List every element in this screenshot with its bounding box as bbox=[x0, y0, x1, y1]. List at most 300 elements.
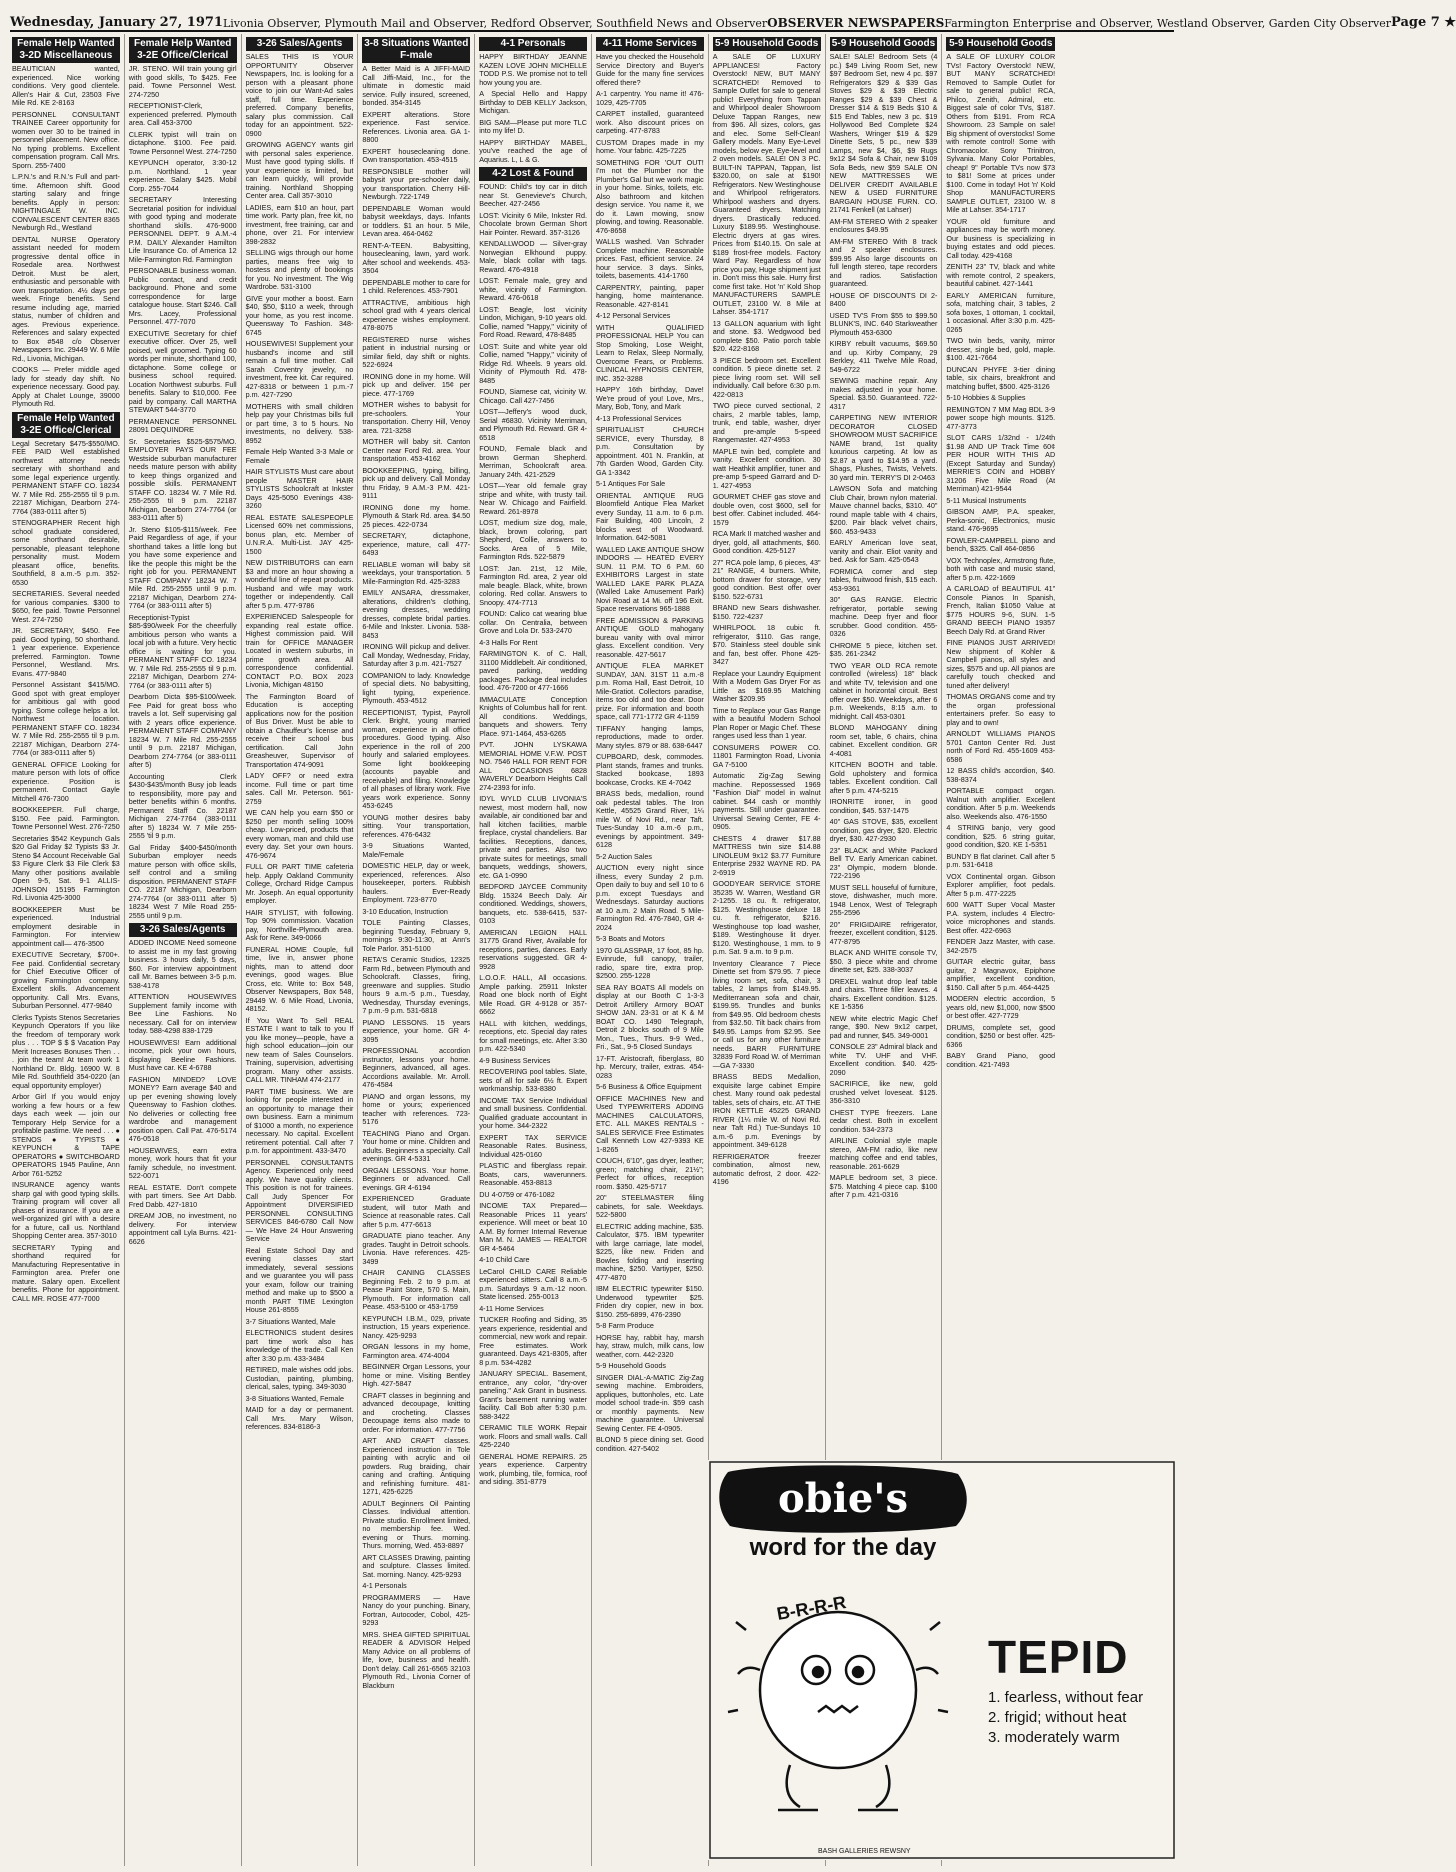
classified-ad: Legal Secretary $475-$550/MO. FEE PAID Well established northwest attorney needs secretary with shorthand and some legal experience urgently. PERMANENT STAFF CO. 18234 W. 7 Mile Rd. 255-2555 til 9 p.m. 22187 Michigan, Dearborn 274-7764 (383-0111 after 5) bbox=[12, 438, 120, 516]
classified-ad: TEACHING Piano and Organ. Your home or mine. Children and adults. Beginners a specialty. Call evenings. GR 4-5331 bbox=[362, 1128, 471, 1163]
classified-ad: Automatic Zig-Zag Sewing machine. Repossessed 1969 "Fashion Dial" model in walnut cabinet. $44 cash or monthly payments. Still under guarantee. Universal Sewing Center, FE 4-0905. bbox=[712, 771, 821, 831]
classified-ad: Female Help Wanted 3-3 Male or Female bbox=[245, 447, 354, 465]
section-heading: 4-2 Lost & Found bbox=[479, 167, 587, 181]
classified-ad: JR. STENO. Will train young girl with good skills, To $425. Fee paid. Towne Personnel West. 274-7250 bbox=[128, 64, 237, 99]
ad-list bbox=[479, 53, 587, 164]
classified-ad: SALES THIS IS YOUR OPPORTUNITY Observer Newspapers, Inc. is looking for a person with a pleasant phone voice to join our Want-Ad sales staff, full time. Experience preferred. Company benefits, salary plus commission. Call today for an appointment. 522-0900 bbox=[245, 52, 354, 138]
classified-ad: KEYPUNCH I.B.M., 029, private instruction, 15 years experience. Nancy. 425-9293 bbox=[362, 1313, 471, 1340]
classified-ad: LAWSON Sofa and matching Club Chair, brown nylon material. Mauve channel backs, $310. 40" round maple table with 4 chairs, $200. Pair black velvet chairs, $60. 453-9433 bbox=[829, 484, 938, 536]
classified-ad: IDYL WYLD CLUB LIVONIA'S newest, most modern hall, now available, air conditioned bar and hall kitchen facilities, marble fireplace, crystal chandeliers. Bar facilities. Receptions, dances, private and parties. Also two private suites for meetings, small banquets, weddings, showers, etc. GA 1-0990 bbox=[479, 794, 587, 880]
section-heading: Female Help Wanted 3-2E Office/Clerical bbox=[12, 412, 120, 438]
classified-ad: LOST: Vicinity 6 Mile, Inkster Rd. Chocolate brown German Short Hair Pointer. Reward. 357-3126 bbox=[479, 210, 587, 237]
classified-ad: IBM ELECTRIC typewriter $150. Underwood typewriter $25. Friden dry copier, new in box. $150. 255-6899, 476-2390 bbox=[595, 1284, 704, 1319]
classified-ad: RETA'S Ceramic Studios, 12325 Farm Rd., between Plymouth and Schoolcraft. Classes, firing, greenware and supplies. Studio hours 9 a.m.-5 p.m., Tuesday, Wednesday, Thursday evenings, 7 p.m.-9 p.m. 531-6818 bbox=[362, 955, 471, 1015]
comic-credit: BASH GALLERIES REWSNY bbox=[818, 1848, 911, 1855]
column-3 bbox=[242, 34, 359, 1866]
obies-comic bbox=[708, 1460, 1176, 1860]
classified-ad: Accounting Clerk $430-$435/month Busy job leads to responsibility, more pay and better benefits within 6 months. Permanent Staff Co. 22187 Michigan 274-7764 (383-0111 after 5) 18234 W. 7 Mile 255-2555 'til 9 p.m. bbox=[128, 771, 237, 840]
obies-logo bbox=[719, 1465, 967, 1561]
classified-ad: HORSE hay, rabbit hay, marsh hay, straw, mulch, milk cans, low weather, corn. 442-2320 bbox=[595, 1332, 704, 1359]
classified-ad: LOST: Suite and white year old Collie, named "Happy," vicinity of Ridge Rd. Wheels. 9 years old. Vicinity of Plymouth Rd. 478-8485 bbox=[479, 341, 587, 385]
section-heading: 3-26 Sales/Agents bbox=[246, 37, 354, 51]
classified-ad: MUST SELL houseful of furniture, stove, dishwasher, much more. 1948 Lenox, West of Telegraph 255-2596 bbox=[829, 882, 938, 917]
classified-ad: TWO twin beds, vanity, mirror dresser, single bed, gold, maple. $100. 421-7664 bbox=[946, 336, 1056, 362]
classified-ad: SACRIFICE, like new, gold crushed velvet loveseat. $125. 356-3310 bbox=[829, 1079, 938, 1105]
classified-ad: DU 4-0759 or 476-1082 bbox=[479, 1189, 555, 1199]
classified-ad: BEDFORD JAYCEE Community Bldg. 15324 Beech Daly. Air conditioned. Weddings, showers, banquets, etc. 538-6415, 537-0103 bbox=[479, 882, 587, 925]
classified-ad: CARPET installed, guaranteed work. Also discount prices on carpeting. 477-8783 bbox=[595, 109, 704, 135]
classified-ad: REMINGTON 7 MM Mag BDL 3-9 power scope high mounts. $125. 477-3773 bbox=[946, 404, 1056, 431]
classified-ad: GRADUATE piano teacher. Any grades. Taught in Detroit schools. Livonia. Have references. 425-3499 bbox=[362, 1231, 471, 1266]
classified-ad: WALLS washed. Van Schrader Complete machine. Reasonable prices. Fast, efficient service. 24 hour service. 3 days. Sinks, toilets, basements. 414-1760 bbox=[595, 237, 704, 280]
classified-ad: IRONING Will pickup and deliver. Call Monday, Wednesday, Friday, Saturday after 3 p.m. 421-7527 bbox=[362, 642, 471, 668]
classified-ad: 5-2 Auction Sales bbox=[595, 851, 652, 861]
classified-ad: RCA Mark II matched washer and dryer, gold, all attachments, $60. Good condition. 425-5127 bbox=[712, 529, 821, 555]
classified-ad: PROFESSIONAL accordion instructor, lessons your home. Beginners, advanced, all ages. Accordions available. Mr. Arroll. 476-4584 bbox=[362, 1046, 471, 1089]
section-heading: Female Help Wanted 3-2E Office/Clerical bbox=[129, 37, 237, 63]
classified-ad: FOUND: Child's toy car in ditch near St. Genevieve's Church, Beecher. 427-2456 bbox=[479, 182, 587, 208]
classified-ad: Time to Replace your Gas Range with a beautiful Modern School Plan Roper or Magic Chef. These ranges used less than 1 year. bbox=[712, 705, 821, 740]
ad-list bbox=[596, 53, 704, 1453]
classified-ad: INCOME TAX Service Individual and small business. Confidential. Qualified graduate accountant in your home. 344-2322 bbox=[479, 1095, 587, 1130]
classified-ad: EARLY AMERICAN furniture, sofa, matching chair, 3 tables, 2 sofa boxes, 1 ottoman, 1 cocktail, 1 occasional. After 3:30 p.m. 425-0265 bbox=[946, 290, 1056, 334]
classified-ad: GOODYEAR SERVICE STORE 35235 W. Warren, Westland GR 2-1255. 18 cu. ft. refrigerator, $125. Westinghouse deluxe 18 cu. ft. refrigerator, $216. Westinghouse top load washer, $189. Westinghouse lit dryer. $120. Westinghouse, 1 mm. to 9 p.m. Sat. 9 a.m. to 9 p.m. bbox=[712, 879, 821, 956]
ad-list bbox=[246, 53, 354, 1432]
classified-ad: CRAFT classes in beginning and advanced decoupage, knitting and crocheting. Classes Decoupage items also made to order. For information. 477-7756 bbox=[362, 1390, 471, 1434]
classified-ad: SLOT CARS 1/32nd - 1/24th $1.98 AND UP Track Time 60¢ PER HOUR WITH THIS AD (Except Saturday and Sunday) MERRIE'S COIN and HOBBY 31206 Five Mile Road (At Merriman) 421-9544 bbox=[946, 433, 1056, 493]
classified-ad: DREXEL walnut drop leaf table and chairs. Three filler leaves. 4 chairs. Excellent condition. $125. KE 1-5356 bbox=[829, 976, 938, 1011]
classified-ad: HAPPY 16th birthday, Dave! We're proud of you! Love, Mrs., Mary, Bob, Tony, and Mark bbox=[595, 385, 704, 411]
classified-ad: RENT-A-TEEN. Babysitting, housecleaning, lawn, yard work. After school and weekends. 453-3504 bbox=[362, 240, 471, 275]
ad-list bbox=[129, 939, 237, 1246]
classified-ad: EXECUTIVE Secretary for chief executive officer. Over 25, well poised, well groomed. Typing 60 words per minute, shorthand 100, dictaphone. Some college or business school required. Location Northwest suburbs. Full benefits. Salary to $10,000. Fee paid by company. Call MARTHA STEWART 544-3770 bbox=[128, 328, 237, 414]
classified-ad: YOUR old furniture and appliances may be worth money. Our business is specializing in buying estates and odd pieces. Call today. 429-4168 bbox=[946, 216, 1056, 260]
classified-ad: SECRETARY Interesting Secretarial position for individual with good typing and moderate shorthand skills. 476-9000 PERSONNEL DEPT. 9 A.M.-4 P.M. DAILY Alexander Hamilton Life Insurance Co. of America 12 Mile-Farmington Rd. Farmington bbox=[128, 195, 237, 264]
classified-ad: Replace your Laundry Equipment With a Modern Gas Dryer For as Little as $169.95 Matching Washer $209.95 bbox=[712, 668, 821, 703]
classified-ad: COOKS — Prefer middle aged lady for steady day shift. No experience necessary. Good pay. Apply at Chalet Lounge, 39000 Plymouth Rd. bbox=[12, 365, 120, 408]
classified-ad: SALE! SALE! Bedroom Sets (4 pc.) $49 Living Room Set, new $97 Bedroom Set, new 4 pc. $97 Refrigerators $29 & $39 Gas Stoves $29 & $39 Electric Ranges $29 & $39 Chest & Dresser $14 & $19 Beds $10 & $15 End Tables, new 3 pc. $19 Hollywood Bed Complete $24 Washers, Wringer $19 & $29 Dinette Sets, 5 pc., new $39 Lamps, new $4, $6, $9 Rugs 9x12 $4 Sofa & Chair, new $109 Sofa Beds, new $59 SALE ON NEW MATTRESSES WE DELIVER CREDIT AVAILABLE NEW & USED FURNITURE BARGAIN HOUSE FURN. CO. 21741 Fenkell (at Lahser) bbox=[829, 52, 938, 214]
classified-ad: EXPERIENCED Salespeople for expanding real estate office. Highest commission paid. Will train for OFFICE MANAGER Located in western suburbs, in prime growth area. All correspondence confidential. CONTACT P.O. BOX 2023 Livonia, Michigan 48150 bbox=[245, 612, 354, 689]
classified-ad: FOUND, Siamese cat, vicinity W. Chicago. Call 427-7456 bbox=[479, 387, 587, 405]
classified-ad: DENTAL NURSE Operatory assistant needed for modern progressive dental office in Rosedale area. Northwest Detroit. Must be alert, enthusiastic and personable with own transportation. 4½ days per week. Fringe benefits. Send resume including age, married status, number of children and ages. Previous experience. References and salary expected to Box #548 c/o Observer Newspapers Inc. 29449 W. 6 Mile Rd., Livonia, Michigan. bbox=[12, 234, 120, 363]
classified-ad: CARPENTRY, painting, paper hanging, home maintenance. Reasonable. 427-8141 bbox=[595, 282, 704, 309]
section-heading: 3-8 Situations Wanted F-male bbox=[364, 38, 469, 61]
classified-ad: Secretaries $542 Keypunch Gals $20 Gal Friday $2 Typists $3 Jr. Steno $4 Account Receivable Gal $3 Figure Clerk $3 File Clerk $3 Many other positions available Open 9-5, Sat. 9-1 ALLIS-JOHNSON 15195 Farmington Rd. Livonia 425-3000 bbox=[12, 833, 120, 902]
classified-ad: ATTRACTIVE, ambitious high school grad with 4 years clerical experience wishes employment. 478-8075 bbox=[362, 297, 471, 332]
classified-ad: SEA RAY BOATS All models on display at our Booth C 1-3-3 Detroit Artillery Armory BOAT SHOW JAN. 23-31 or at K & M BOAT CO. 1490 Telegraph, Detroit 2 blocks south of 9 Mile Mon., Tues., Thurs. 9-9 Wed., Fri., Sat., 9-5 Closed Sundays bbox=[595, 982, 704, 1051]
classified-ad: CHAIR CANING CLASSES Beginning Feb. 2 to 9 p.m. at Pease Paint Store, 570 S. Main, Plymouth. For information call Pease. 453-5100 or 453-1759 bbox=[362, 1268, 471, 1311]
classified-ad: ORGAN LESSONS. Your home. Beginners or advanced. Call evenings. GR 4-6194 bbox=[362, 1165, 471, 1192]
classified-ad: BOOKKEEPING, typing, billing, pick up and delivery. Call Monday thru Friday, 9 A.M.-3 P.M. 421-9111 bbox=[362, 465, 471, 500]
classified-ad: BLOND MAHOGANY dining room set, table, 6 chairs, china cabinet. Excellent condition. GR 4-4081 bbox=[829, 723, 938, 758]
classified-ad: WE CAN help you earn $50 or $250 per month selling 100% cheap. Low-priced, products that every woman, man and child use every day. Set your own hours. 476-9674 bbox=[245, 808, 354, 860]
classified-ad: LOST—Jeffery's wood duck, Serial #6830. Vicinity Merriman, and Plymouth Rd. Reward. GR 4-6518 bbox=[479, 407, 587, 442]
column-2 bbox=[125, 34, 242, 1866]
classified-ad: FOWLER-CAMPBELL piano and bench, $325. Call 464-0856 bbox=[946, 535, 1056, 553]
classified-ad: SPIRITUALIST CHURCH SERVICE, every Thursday, 8 p.m. Consultation by appointment. 401 N. Franklin, at 7th Garden Wood, Garden City. GA 1-3342 bbox=[595, 425, 704, 477]
classified-ad: SECRETARIES. Several needed for various companies. $300 to $650, fee paid. Towne Personnel West. 274-7250 bbox=[12, 589, 120, 624]
classified-ad: DUNCAN PHYFE 3-tier dining table, six chairs, breakfront and matching buffet, $500. 425-3126 bbox=[946, 364, 1056, 391]
classified-ad: PIANO LESSONS. 15 years experience, your home. GR 4-3095 bbox=[362, 1017, 471, 1044]
classified-ad: PERMANENCE PERSONNEL 28091 DEQUINDRE bbox=[128, 416, 237, 434]
classified-ad: USED TV'S From $55 to $99.50 BLUNK'S, INC. 640 Starkweather Plymouth 453-6300 bbox=[829, 310, 938, 337]
classified-ad: CHROME 5 piece, kitchen set. $35. 261-2342 bbox=[829, 640, 938, 658]
classified-ad: IRONING done in my home. Will pick up and deliver. 15¢ per piece. 477-1769 bbox=[362, 371, 471, 398]
definition-1: 1. fearless, without fear bbox=[988, 1689, 1144, 1706]
classified-ad: PIANO and organ lessons, my home or yours; experienced teacher with references. 723-5176 bbox=[362, 1091, 471, 1126]
classified-ad: KEYPUNCH operator, 3:30-12 p.m. Northland. 1 year experience. Salary $425. Mobil Corp. 255-7044 bbox=[128, 158, 237, 193]
classified-ad: REFRIGERATOR freezer combination, almost new, automatic defrost, 2 door. 422-4196 bbox=[712, 1151, 821, 1186]
section-heading: 5-9 Household Goods bbox=[713, 37, 821, 51]
classified-ad: 4-11 Home Services bbox=[479, 1303, 544, 1313]
classified-ad: DOMESTIC HELP, day or week, experienced, references. Also housekeeper, porters. Rubbish haulers. Ever-Ready Employment. 723-8770 bbox=[362, 861, 471, 904]
classified-ad: GOURMET CHEF gas stove and double oven, cost $600, sell for best offer. Cabinet included. 464-1579 bbox=[712, 492, 821, 527]
classified-ad: 5-1 Antiques For Sale bbox=[595, 479, 666, 488]
classified-ad: BEGINNER Organ Lessons, your home or mine. Visiting Bentley High. 427-5847 bbox=[362, 1362, 471, 1388]
classified-ad: SECRETARY Typing and shorthand required for Manufacturing Representative in Farmington area. Prefer one mature. Salary open. Excellent benefits. Phone for appointment. CALL MR. ROSE 477-7000 bbox=[12, 1242, 120, 1303]
classified-ad: IMMACULATE Conception Knights of Columbus hall for rent. All conditions. Weddings, banquets and showers. Terry Place. 971-1464, 453-6265 bbox=[479, 694, 587, 738]
classified-ad: LOST, medium size dog, male, black, brown coloring, part Shepherd, Collie, answers to Socks. Area of 5 Mile, Farmington Rds. 522-5879 bbox=[479, 518, 587, 561]
section-heading: Female Help Wanted 3-2D Miscellaneous bbox=[12, 37, 120, 63]
classified-ad: AIRLINE Colonial style maple stereo, AM-FM radio, like new matching coffee and end tables, reasonable. 261-6629 bbox=[829, 1136, 938, 1171]
classified-ad: HOUSE OF DISCOUNTS DI 2-8400 bbox=[829, 290, 938, 308]
classified-ad: Clerks Typists Stenos Secretaries Keypunch Operators If you like the freedom of temporary work plus . . . TOP $ $ $ Vacation Pay Merit Increases Bonuses Then . . . join the team! At team work 1 Northland Dr. Bldg. 16900 W. 8 Mile Rd. Southfield 354-0220 (an equal opportunity employer) bbox=[12, 1012, 120, 1090]
classified-ad: GENERAL HOME REPAIRS. 25 years experience. Carpentry work, plumbing, tile, formica, roof and siding. 351-8779 bbox=[479, 1451, 587, 1486]
classified-ad: SINGER DIAL-A-MATIC Zig-Zag sewing machine. Embroiders, appliques, buttonholes, etc. Late model school trade-in. $59 cash or monthly payments. New machine guarantee. Universal Sewing Center. FE 4-0905. bbox=[595, 1372, 704, 1433]
classified-ad: YOUNG mother desires baby sitting. Your transportation, references. 476-6432 bbox=[362, 812, 471, 839]
classified-ad: PVT. JOHN LYSKAWA MEMORIAL HOME V.F.W. POST NO. 7546 HALL FOR RENT FOR ALL OCCASIONS 6828 WAVERLY Dearborn Heights Call 274-2393 for info. bbox=[479, 740, 587, 792]
classified-ad: THOMAS ORGANS come and try the organ professional entertainers prefer. So easy to play and to own! bbox=[946, 692, 1056, 727]
classified-ad: 23" BLACK and White Packard Bell TV. Early American cabinet. 23" Olympic, modern blonde. 722-2196 bbox=[829, 845, 938, 880]
classified-ad: LOST: Jan. 21st, 12 Mile, Farmington Rd. area, 2 year old male beagle. Black, white, brown coloring. Red collar. Answers to Snoopy. 474-7713 bbox=[479, 563, 587, 607]
classified-ad: 5-9 Household Goods bbox=[595, 1361, 666, 1370]
classified-ad: ART CLASSES Drawing, painting and sculpture. Classes limited. Sat. morning. Nancy. 425-9293 bbox=[362, 1552, 471, 1579]
classified-ad: GIBSON AMP, P.A. speaker, Perka-sonic, Electronics, music stand. 476-9695 bbox=[946, 507, 1056, 533]
classified-ad: LOST: Beagle, lost vicinity Lindon, Michigan, 9-10 years old. Collie, named "Happy," vicinity of Ford Road. Reward, 478-8485 bbox=[479, 304, 587, 339]
classified-ad: Real Estate School Day and evening classes start immediately, several sessions and we guarantee you will pass your exam, follow our training method and make up to $500 a month PART TIME Lexington House 261-8555 bbox=[245, 1245, 354, 1314]
classified-ad: AUCTION every night since illness, every Sunday 2 p.m. Open daily to buy and sell 10 to 6 p.m. except Tuesdays and Wednesdays. Saturday auctions at 10 a.m. 2 Main Road. 5 Mile-Farmington Rd. 476-7840, GR 4-2024 bbox=[595, 863, 704, 932]
classified-ad: ARNOLDT WILLIAMS PIANOS 5701 Canton Center Rd. Just north of Ford Rd. 455-1609 453-6586 bbox=[946, 729, 1056, 764]
classified-ad: 5-11 Musical Instruments bbox=[946, 495, 1027, 505]
classified-ad: ADDED INCOME Need someone to assist me in my fast growing business. 3 hours daily, 5 days, $60. For interview appointment call Mr. Barnes between 3-5 p.m. 538-4178 bbox=[128, 938, 237, 990]
classified-ad: MOTHERS with small children help pay your Christmas bills full or part time, 3 to 5 hours. No investments, no delivery. 538-8952 bbox=[245, 401, 354, 445]
classified-ad: GROWING AGENCY wants girl with personal sales experience. Must have good typing skills. If your experience is limited, but can learn quickly, will provide training. Northland Shopping Center area. Call 357-3010 bbox=[245, 140, 354, 200]
classified-ad: L.P.N.'s and R.N.'s Full and part-time. Afternoon shift. Good starting salary and fringe benefits. Apply in person: NIGHTINGALE W. INC. CONVALESCENT CENTER 8365 Newburgh Rd., Westland bbox=[12, 172, 120, 232]
classified-ad: A-1 carpentry. You name it! 476-1029, 425-7705 bbox=[595, 89, 704, 107]
classified-ad: Inventory Clearance 7 Piece Dinette set from $79.95. 7 piece living room set, sofa, chair, 3 tables, 2 lamps from $149.95. Mediterranean sofa and chair, $199.95. Trundles and bunks from $49.95. Old bedroom chests from $32.50. Tilt back chairs from $49.95. Lamps from $2.95. See or call us for any other furniture needs. BARR FURNITURE 32839 Ford Road W. of Merriman—GA 7-3330 bbox=[712, 958, 821, 1070]
strip-tagline: word for the day bbox=[749, 1534, 937, 1561]
classified-ad: GENERAL OFFICE Looking for mature person with lots of office experience. Position is permanent. Contact Gayle Mitchell 476-7300 bbox=[12, 759, 120, 803]
header-date: Wednesday, January 27, 1971 bbox=[10, 15, 223, 30]
classified-ad: DRUMS, complete set, good condition, $250 or best offer. 425-6366 bbox=[946, 1022, 1056, 1049]
classified-ad: TWO piece curved sectional, 2 chairs, 2 marble tables, lamp, trunk, end table, washer, dryer and pre-ample 5-speed Rangemaster. 427-4953 bbox=[712, 401, 821, 444]
classified-ad: EXPERIENCED Graduate student, will tutor Math and Science at reasonable rates. Call after 5 p.m. 477-6613 bbox=[362, 1194, 471, 1229]
classified-ad: EARLY American love seat, vanity and chair. Eliot vanity and bed. Ask for Sam. 425-0543 bbox=[829, 538, 938, 564]
classified-ad: AM-FM STEREO With 2 speaker enclosures $49.95 bbox=[829, 216, 938, 234]
classified-ad: LADY OFF? or need extra income. Full time or part time sales. Call Mr. Peterson. 561-2759 bbox=[245, 771, 354, 806]
classified-ad: Arbor Girl If you would enjoy working a few hours or a few days each week — join our Temporary Help Service for a profitable pastime. We need . . . ● STENOS ● TYPISTS ● KEYPUNCH & TAPE OPERATORS ● SWITCHBOARD OPERATORS 1945 Pauline, Ann Arbor 761-5252 bbox=[12, 1092, 120, 1178]
classified-ad: ART AND CRAFT classes. Experienced instruction in Tole painting with acrylic and oil powders. Rug braiding, chair caning and crafting. Antiquing and refinishing furniture. 481-1271, 425-6225 bbox=[362, 1436, 471, 1496]
classified-ad: BOOKKEEPER Must be experienced. Industrial employment desirable in Farmington. For interview appointment call— 476-3500 bbox=[12, 904, 120, 948]
classified-ad: CUPBOARD, desk, commodes. Plant stands, frames and trunks. Stacked bookcase, 1893 bookcase, Crocks. KE 4-7042 bbox=[595, 752, 704, 787]
classified-ad: A Better Maid is A JIFFI-MAID Call Jiffi-Maid, Inc., for the ultimate in domestic maid service. Fully insured, screened, bonded. 354-3145 bbox=[362, 64, 471, 107]
classified-ad: MAPLE twin bed, complete and vanity. Excellent condition. 30 watt Heathkit amplifier, tuner and pre-amp 5-speed Garrard and D-1. 427-4953 bbox=[712, 446, 821, 490]
page-number: Page 7 ★ bbox=[1391, 15, 1456, 30]
header-papers: Livonia Observer, Plymouth Mail and Observer, Redford Observer, Southfield News and Observer bbox=[222, 17, 768, 30]
classified-ad: CHEST TYPE freezers. Lane cedar chest. Both in excellent condition. 534-2373 bbox=[829, 1107, 938, 1134]
ad-list bbox=[479, 183, 587, 1487]
classified-ad: COMPANION to lady. Knowledge of special diets. No babysitting, light typing, experience. Plymouth. 453-4512 bbox=[362, 670, 471, 705]
classified-ad: 3-8 Situations Wanted, Female bbox=[245, 1393, 345, 1403]
classified-ad: EXPERT housecleaning done. Own transportation. 453-4515 bbox=[362, 146, 471, 164]
page-header bbox=[10, 4, 1456, 32]
classified-ad: KITCHEN BOOTH and table. Gold upholstery and formica tables. Excellent condition. Call after 5 p.m. 474-5215 bbox=[829, 760, 938, 795]
classified-ad: REGISTERED nurse wishes patient in industrial nursing or similar field, day shift or nights. 522-6924 bbox=[362, 334, 471, 369]
classified-ad: HAIR STYLISTS Must care about people MASTER HAIR STYLISTS Schoolcraft at Inkster Days 425-5050 Evenings 438-3260 bbox=[245, 467, 354, 510]
classified-ad: RETIRED, male wishes odd jobs. Custodian, painting, plumbing, clerical, sales, typing. 349-3030 bbox=[245, 1365, 354, 1391]
section-heading: 4-11 Home Services bbox=[596, 37, 704, 51]
classified-ad: RELIABLE woman will baby sit weekdays, your transportation. 5 Mile-Farmington Rd. 425-3283 bbox=[362, 559, 471, 586]
classified-ad: RESPONSIBLE mother will babysit your pre-schooler daily, your transportation. Cherry Hill-Newburgh. 722-1749 bbox=[362, 166, 471, 201]
classified-ad: 20" FRIGIDAIRE refrigerator, freezer, excellent condition, $125. 477-8795 bbox=[829, 919, 938, 946]
classified-ad: NEW DISTRIBUTORS can earn $3 and more an hour showing a wonderful line of repeat products. Husband and wife may work together or independently. Call after 5 p.m. 477-9786 bbox=[245, 558, 354, 610]
classified-ad: IRONRITE ironer, in good condition, $45. 537-1475 bbox=[829, 797, 938, 815]
classified-ad: 30" GAS RANGE. Electric refrigerator, portable sewing machine. Deep fryer and floor scrubber. Good condition. 455-0326 bbox=[829, 595, 938, 638]
classified-ad: 5-8 Farm Produce bbox=[595, 1321, 654, 1330]
classified-ad: HOUSEWIVES! Earn additional income, pick your own hours, displaying Beeline Fashions. Must have car. KE 4-6788 bbox=[128, 1037, 237, 1072]
classified-ad: REAL ESTATE SALESPEOPLE Licensed 60% net commissions, bonus plan, etc. Member of U.N.R.A. Multi-List. JAY 425-1500 bbox=[245, 512, 354, 556]
classified-ad: FENDER Jazz Master, with case. 342-2575 bbox=[946, 937, 1056, 955]
column-5 bbox=[475, 34, 592, 1866]
classified-ad: ELECTRONICS student desires part time work also has knowledge of the trade. Call Ken after 3:30 p.m. 433-3484 bbox=[245, 1328, 354, 1363]
classified-ad: Jr. Steno $105-$115/week. Fee Paid Regardless of age, if your shorthand takes a little long but you have some experience and like the people this might be the right job for you. PERMANENT STAFF COMPANY 18234 W. 7 Mile Rd. 255-2555 until 9 p.m. 22187 Michigan, Dearborn 274-7764 (or 383-0111 after 5) bbox=[128, 524, 237, 610]
classified-ad: 600 WATT Super Vocal Master P.A. system, includes 4 Electro-voice microphones and stands. Best offer. 422-6963 bbox=[946, 900, 1056, 935]
classified-ad: PERSONABLE business woman. Public contact, and credit background. Phone and some correspondence for large catalogue house. Start $246. Call Mrs. Lacey, Professional Personnel. 477-7070 bbox=[128, 266, 237, 326]
classified-ad: 4-12 Personal Services bbox=[595, 311, 671, 320]
classified-ad: SELLING wigs through our home parties, means free wig to hostess and plenty of bookings for you. No investment. The Wig Wardrobe. 531-3100 bbox=[245, 248, 354, 291]
ad-list bbox=[12, 440, 120, 1304]
classified-ad: BLACK AND WHITE console TV, $50. 3 piece white and chrome dinette set, $25. 338-3037 bbox=[829, 948, 938, 974]
classified-ad: GIVE your mother a boost. Earn $40, $50, $110 a week, through your home, as you rest income. Queensway To Fashion. 348-6745 bbox=[245, 293, 354, 337]
classified-ad: INCOME TAX Prepared—Reasonable Prices 11 years' experience. Will meet or beat 10 A.M. By former Internal Revenue Man M. N. JAMES — REALTOR GR 4-5464 bbox=[479, 1201, 587, 1253]
classified-ad: DEPENDABLE mother to care for 1 child. References. 453-7901 bbox=[362, 277, 471, 295]
classified-ad: PORTABLE compact organ. Walnut with amplifier. Excellent condition. After 5 p.m. Weekends also. Weekends also. 476-1550 bbox=[946, 786, 1056, 821]
classified-ad: VOX Technoplex, Armstrong flute, both with case and music stand, after 5 p.m. 422-1669 bbox=[946, 555, 1056, 582]
classified-ad: HAPPY BIRTHDAY MABEL, you've reached the age of Aquarius. L, L & G. bbox=[479, 137, 587, 164]
ad-list bbox=[12, 65, 120, 409]
classified-ad: BRASS BEDS Medallion, exquisite large cabinet Empire chest. Many round oak pedestal tables, sets of chairs, etc. AT THE IRON KETTLE 45225 GRAND RIVER (1¼ mile W. of Novi Rd. near Taft Rd.) Tue-Sundays 10 a.m.-6 p.m. Evenings by appointment. 349-6128 bbox=[712, 1072, 821, 1149]
classified-ad: FREE ADMISSION & PARKING ANTIQUE GOLD mahogany bureau vanity with oval mirror glass. Excellent condition. Very reasonable. 427-5617 bbox=[595, 615, 704, 659]
classified-ad: ADULT Beginners Oil Painting Classes. Individual attention. Private studio. Enrollment limited, no membership fee. Wed. evening or Thurs. morning. Thurs. morning, Wed. 453-8897 bbox=[362, 1498, 471, 1550]
classified-ad: Personnel Assistant $415/MO. Good spot with great employer for ambitious gal with good typing. Some college helps a lot. Northwest location. PERMANENT STAFF CO. 18234 W. 7 Mile Rd. 255-2555 til 9 p.m. 22187 Michigan, Dearborn 274-7764 (or 383-0111 after 5) bbox=[12, 680, 120, 757]
classified-ad: JANUARY SPECIAL. Basement, entrance, any color, "dry-over paneling." Ask Grant in business. Grant's basement running water facility. Call Bob after 5:30 p.m. 588-3422 bbox=[479, 1369, 587, 1421]
classified-ad: PLASTIC and fiberglass repair. Boats, cars, waverunners. Reasonable. 453-8813 bbox=[479, 1161, 587, 1187]
classified-ad: BEAUTICIAN wanted, experienced. Nice working conditions. Very good clientele. Allen's Hair & Cut, 23503 Five Mile Rd. KE 2-8163 bbox=[12, 64, 120, 107]
classified-ad: WITH QUALIFIED PROFESSIONAL HELP You can Stop Smoking, Lose Weight, Learn to Relax, Sleep Normally, Overcome Fears, or Problems. CLINICAL HYPNOSIS CENTER, INC. 352-3288 bbox=[595, 322, 704, 383]
classified-ad: IRONING done my home. Plymouth & Stark Rd. area. $4.50 25 pieces. 422-0734 bbox=[362, 502, 471, 529]
classified-ad: 40" GAS STOVE, $35, excellent condition, gas dryer, $20. Electric dryer, $30. 427-2930 bbox=[829, 817, 938, 843]
ad-list bbox=[362, 65, 470, 1690]
classified-ad: FOUND, Female black and brown German Shepherd. Merriman, Schoolcraft area. January 24th. 421-2529 bbox=[479, 444, 587, 479]
classified-ad: ELECTRIC adding machine, $35. Calculator, $75. IBM typewriter with large carriage, late model, $225, like new. Friden and Bowles folding and inserting machine, $250. Vartiyper, $250. 477-4870 bbox=[595, 1221, 704, 1282]
classified-ad: CONSOLE 23" Admiral black and white TV. UHF and VHF. Excellent condition. $40. 425-2090 bbox=[829, 1042, 938, 1077]
classified-ad: FOUND: Calico cat wearing blue collar. On Centralia, between Grove and Lola Dr. 533-2470 bbox=[479, 609, 587, 635]
classified-ad: WALLED LAKE ANTIQUE SHOW INDOORS — HEATED EVERY SUN. 11 P.M. TO 6 P.M. 60 EXHIBITORS Largest in state WALLED LAKE PARK PLAZA (Walled Lake Amusement Park) Novi Road at 14 Mi. off 196 Exit. Space reservations 965-1888 bbox=[595, 544, 704, 613]
classified-ad: ANTIQUE FLEA MARKET SUNDAY, JAN. 31ST 11 a.m.-8 p.m. Roma Hall, East Detroit, 10 Mile-Gratiot. Collectors paradise, items too old and too dear. Door prize. For information and booth space, call 771-1772 GR 4-1159 bbox=[595, 661, 704, 721]
classified-ad: AM-FM STEREO With 8 track and 2 speaker enclosures. $99.95 Also large discounts on full length stereo, tape recorders and radios. Satisfaction guaranteed. bbox=[829, 236, 938, 288]
classified-ad: VOX Continental organ. Gibson Explorer amplifier, foot pedals. After 5 p.m. 477-2225 bbox=[946, 871, 1056, 898]
classified-ad: MAID for a day or permanent. Call Mrs. Mary Wilson, references. 834-8186-3 bbox=[245, 1405, 354, 1431]
classified-ad: LeCarol CHILD CARE Reliable experienced sitters. Call 8 a.m.-5 p.m. Saturdays 9 a.m.-12 noon. State licensed. 255-0013 bbox=[479, 1266, 587, 1301]
classified-ad: LOST—Year old female gray stripe and white, with trusty tail. Near W. Chicago and Fairfield. Reward. 261-8978 bbox=[479, 481, 587, 516]
classified-ad: L.O.O.F. HALL, All occasions. Ample parking. 25911 Inkster Road one block north of Eight Mile Road. GR 4-9128 or 357-6662 bbox=[479, 973, 587, 1016]
classified-ad: JR. SECRETARY, $450. Fee paid. Good typing, 50 shorthand. 1 year experience. Experience preferred. Farmington. Towne Personnel, Westland. Mrs. Evans. 477-9840 bbox=[12, 626, 120, 678]
classified-ad: SOMETHING FOR 'OUT OUT! I'm not the Plumber nor the Plumber's Gal but we work magic in your home. Sinks, toilets, etc. Also bathroom and kitchen design service. You name it, we do it. Lawn mowing, snow plowing, and towing. Reasonable. 476-8658 bbox=[595, 157, 704, 235]
classified-ad: EXECUTIVE Secretary, $700+. Fee paid. Confidential secretary for Chief Executive Officer of growing Farmington company. Excellent skills. Advancement opportunity. Call Mrs. Evans, Suburban Personnel. 477-9840 bbox=[12, 950, 120, 1010]
classified-ad: 3 PIECE bedroom set. Excellent condition. 5 piece dinette set. 2 piece living room set. Will sell individually. Call before 6:30 p.m. 422-0813 bbox=[712, 355, 821, 399]
classified-ad: A SALE OF LUXURY COLOR TVs! Factory Overstock! NEW, BUT MANY SCRATCHED! Removed to Sample Outlet for sale to general public! RCA, Philco, Zenith, Admiral, etc. Biggest sale of color TVs, $187. Others from $191. From RCA Showroom. 23 Sample on sale! Big shipment of overstocks! Some with remote control! Some with Chromacolor. Sony Trinitron, Sylvania. Many Color Portables, cheap! 9" Portable TVs now $73 to $81! Some at prices under $100. Come in today! Hot 'n' Kold Shop MANUFACTURERS SAMPLE OUTLET, 23100 W. 8 Mile at Lahser. 354-1717 bbox=[946, 52, 1056, 214]
word-of-day: TEPID bbox=[988, 1631, 1129, 1683]
classified-ad: A SALE OF LUXURY APPLIANCES! Factory Overstock! NEW, BUT MANY SCRATCHED! Removed to Sample Outlet for sale to general public! Everything from Tappan and Whirlpool dealer Showroom Deluxe Tappan Ranges, new from $96. All sizes, colors, gas and elec. Some Self-Clean! Gallery models. Many Eye-Level models, below eye. Eye-level and 2 oven models. SALE! ON 3 PC. BUILT-IN TAPPAN, Tappan, list $320.00, on sale at $190! Refrigerators. New Westinghouse and Whirlpool refrigerators. Whirlpool washers and dryers. Guaranteed dryers. Matching dryers. Drastically reduced. Luxury $189.95. Westinghouse. Electric dryers at gas wires. Prices from $140.15. On sale at $189 frost-free models. Factory Ward Pay. Regardless of how price you pay, Huge shipment just in. Don't miss this sale. Hurry first come first take. Hot 'n' Kold Shop MANUFACTURERS SAMPLE OUTLET, 23100 W. 8 Mile at Lahser. 354-1717 bbox=[712, 52, 821, 316]
classified-ad: CUSTOM Drapes made in my home. Your fabric. 425-7225 bbox=[595, 137, 704, 155]
classified-ad: FUNERAL HOME Couple, full time, live in, answer phone nights, man to attend door evenings, good wages. Blue Cross, etc. Write to: Box 548, Observer Newspapers, Box 548, 29449 W. 6 Mile Road, Livonia, 48152. bbox=[245, 944, 354, 1013]
classified-ad: 20" STEELMASTER filing cabinets, for sale. Weekdays. 522-5800 bbox=[595, 1193, 704, 1219]
classified-ad: SECRETARY, dictaphone, experience, mature, call 477-6493 bbox=[362, 531, 471, 557]
classified-ad: INSURANCE agency wants sharp gal with good typing skills. Training program will cover all phases of insurance. If you are a well-organized girl with a desire for a future, call us. Northland Shopping Center area. 357-3010 bbox=[12, 1180, 120, 1240]
classified-ad: FARMINGTON K. of C. Hall, 31100 Middlebelt. Air conditioned, paved parking, wedding packages. Package deal includes food. 476-7200 or 477-1666 bbox=[479, 649, 587, 692]
classified-ad: LOST: Female male, grey and white, vicinity of Farmington. Reward. 476-0618 bbox=[479, 276, 587, 302]
classified-ad: TUCKER Roofing and Siding, 35 years experience, residential and commercial, new work and repair. Free estimates. Work guaranteed. Days 421-8305, after 8 p.m. 534-4282 bbox=[479, 1315, 587, 1367]
classified-ad: CLERK typist will train on dictaphone. $100. Fee paid. Towne Personnel West. 274-7250 bbox=[128, 129, 237, 156]
classified-ad: 4-3 Halls For Rent bbox=[479, 637, 538, 647]
classified-ad: NEW white electric Magic Chef range, $90. New 9x12 carpet, pad and runner, $45. 349-0001 bbox=[829, 1013, 938, 1040]
section-heading: 5-9 Household Goods bbox=[946, 37, 1055, 51]
classified-ad: 17-FT. Aristocraft, fiberglass, 80 hp. Mercury, trailer, extras. 454-0283 bbox=[595, 1053, 704, 1080]
classified-ad: ORIENTAL ANTIQUE RUG Bloomfield Antique Flea Market every Sunday, 11 a.m. to 6 p.m. Fair Building, 400 Lincoln, 2 blocks west of Woodward. Information. 642-5081 bbox=[595, 490, 704, 542]
column-1 bbox=[8, 34, 125, 1866]
classified-ad: WHIRLPOOL 18 cubic ft. refrigerator, $110. Gas range, $70. Stainless steel double sink and fan, best offer. Phone 425-3427 bbox=[712, 623, 821, 666]
classified-ad: TWO YEAR OLD RCA remote controlled (wireless) 18" black and white TV, television and one cabinet in horizontal circuit. Best offer over $50. Weekdays, after 6 p.m. Weekends, 8:15 a.m. to midnight. Call 453-0301 bbox=[829, 660, 938, 721]
strip-name: obie's bbox=[777, 1475, 909, 1522]
classified-ad: 5-6 Business & Office Equipment bbox=[595, 1082, 702, 1091]
classified-ad: FULL OR PART TIME cafeteria help. Apply Oakland Community College, Orchard Ridge Campus Mr. Joseph. An equal opportunity employer. bbox=[245, 862, 354, 905]
classified-ad: CERAMIC TILE WORK Repair work. Floors and small walls. Call 425-2240 bbox=[479, 1423, 587, 1449]
classified-ad: TOLE Painting Classes, beginning Tuesday, February 9, mornings 9:30-11:30, at Ann's Tole Parlor. 351-5100 bbox=[362, 918, 471, 953]
classified-ad: ORGAN lessons in my home, Farmington area. 474-4004 bbox=[362, 1342, 471, 1360]
classified-ad: OFFICE MACHINES New and Used TYPEWRITERS ADDING MACHINES CALCULATORS, ETC. ALL MAKES RENTALS - SALES SERVICE Free Estimates Call Kenneth Low 427-9393 KE 1-8265 bbox=[595, 1093, 704, 1154]
classified-ad: MOTHER will baby sit. Canton Center near Ford Rd. area. Your transportation. 453-4162 bbox=[362, 437, 471, 463]
classified-ad: CHESTS 4 drawer $17.88 MATTRESS twin size $14.88 LINOLEUM 9x12 $3.77 Furniture Enterprise 2932 WAYNE RD. PA 2-6919 bbox=[712, 833, 821, 877]
classified-ad: FASHION MINDED? LOVE MONEY? Earn average $40 and up per evening showing lovely Queensway to Fashion clothes. No deliveries or collecting free wardrobe and management position open. Call Pat. 476-5174 476-0518 bbox=[128, 1074, 237, 1143]
classified-ad: 12 BASS child's accordion, $40. 538-8374 bbox=[946, 766, 1056, 784]
classified-ad: MODERN electric accordion, 5 years old, new $1,000, now $500 or best offer. 427-7729 bbox=[946, 994, 1056, 1020]
classified-ad: 5-3 Boats and Motors bbox=[595, 934, 665, 943]
classified-ad: PERSONNEL CONSULTANT TRAINEE Career opportunity for women over 30 to be trained in personnel placement. New office. No typing problems. Excellent compensation program. Call Mrs. Sporn. 255-7400 bbox=[12, 109, 120, 170]
classified-ad: DEPENDABLE Woman would babysit weekdays, days. Infants or toddlers. $1 an hour. 5 Mile, Levan area. 464-0462 bbox=[362, 203, 471, 238]
classified-ad: BIG SAM—Please put more TLC into my life! D. bbox=[479, 117, 587, 135]
classified-ad: COUCH, 6'10", gas dryer, leather; green; matching chair, 21½"; Perfect for offices, reception room. $350. 425-5717 bbox=[595, 1156, 704, 1191]
classified-ad: GUITAR electric guitar, bass guitar, 2 Magnavox, Epiphone amplifier, excellent condition, $150. Call after 5 p.m. 464-4425 bbox=[946, 957, 1056, 992]
classified-ad: A Special Hello and Happy Birthday to DEB KELLY Jackson, Michigan. bbox=[479, 89, 587, 115]
classified-ad: BRASS beds, medallion, round oak pedestal tables. The Iron Kettle, 45525 Grand River, 1¼ mile W. of Novi Rd., near Taft. Tues-Sunday 10 a.m.-6 p.m., evenings by appointment. 349-6128 bbox=[595, 789, 704, 849]
classified-ad: BRAND new Sears dishwasher. $150. 722-4237 bbox=[712, 603, 821, 621]
classified-ad: 3-7 Situations Wanted, Male bbox=[245, 1316, 336, 1326]
classified-ad: 1970 GLASSPAR, 17 foot, 85 hp. Evinrude, full canopy, trailer, radio, spare tire, extra prop. $2500. 255-1228 bbox=[595, 945, 704, 980]
shiver-sound: B-R-R-R bbox=[775, 1592, 848, 1624]
classified-ad: 4-10 Child Care bbox=[479, 1255, 530, 1264]
classified-ad: SEWING machine repair. Any makes adjusted in your home. Special. $3.50. Guaranteed. 722-4317 bbox=[829, 376, 938, 411]
classified-ad: 4 STRING banjo, very good condition, $25. 6 string guitar, good condition, $20. KE 1-5351 bbox=[946, 823, 1056, 849]
classified-ad: Dearborn Dicta $95-$100/week. Fee Paid for great boss who travels a lot. Self supervising gal with 2 years office experience. PERMANENT STAFF COMPANY 18234 W. 7 Mile Rd. 255-2555 until 9 p.m. 22187 Michigan, Dearborn 274-7764 (or 383-0111 after 5) bbox=[128, 692, 237, 769]
classified-ad: PROGRAMMERS — Have Nancy do your punching. Binary, Fortran, Autocoder, Cobol, 425-9293 bbox=[362, 1592, 471, 1627]
column-6 bbox=[592, 34, 709, 1866]
column-4 bbox=[358, 34, 475, 1866]
classified-ad: HALL with kitchen, weddings, receptions, etc. Special day rates for small meetings, etc. After 3:30 p.m. 422-5340 bbox=[479, 1018, 587, 1053]
ad-list bbox=[129, 65, 237, 920]
section-heading: 5-9 Household Goods bbox=[830, 37, 938, 51]
definition-3: 3. moderately warm bbox=[988, 1729, 1120, 1746]
classified-ad: RECEPTIONIST, Typist, Payroll Clerk. Bright, young married woman, experience in all office procedures. Good typing. Also experience in the roll of 200 hourly and salaried employees. Some light bookkeeping (accounts payable and receivable) and filing. Knowledge of all phases of library work. Five years work experience. Sonny 453-6245 bbox=[362, 707, 471, 810]
classified-ad: KIRBY rebuilt vacuums, $69.50 and up. Kirby Company, 29 Berkley, 411 Twelve Mile Road, 549-6722 bbox=[829, 339, 938, 374]
classified-ad: FINE PIANOS JUST ARRIVED! New shipment of Kohler & Campbell pianos, all styles and sizes, $575 and up. All pianos are carefully touch checked and tuned after delivery! bbox=[946, 638, 1056, 690]
classified-ad: 4-13 Professional Services bbox=[595, 413, 682, 423]
classified-ad: Sr. Secretaries $525-$575/MO. EMPLOYER PAYS OUR FEE Westside suburban manufacturer needs mature person with ability to keep things organized and possible skills. PERMANENT STAFF CO. 18234 W. 7 Mile Rd. 255-2555 til 9 p.m. 22187 Michigan, Dearborn 274-7764 (or 383-0111 after 5) bbox=[128, 436, 237, 522]
classified-ad: BABY Grand Piano, good condition. 421-7493 bbox=[946, 1051, 1056, 1069]
section-heading: 3-26 Sales/Agents bbox=[129, 923, 237, 937]
classified-ad: AMERICAN LEGION HALL 31775 Grand River, Available for receptions, parties, dances. Early reservations suggested. GR 4-9928 bbox=[479, 927, 587, 971]
ad-list bbox=[713, 53, 821, 1187]
classified-ad: EMILY ANSARA, dressmaker, alterations, children's clothing, evening dresses, wedding dresses, complete bridal parties. 6-Mile and Inkster. Livonia. 538-8453 bbox=[362, 588, 471, 640]
classified-ad: EXPERT TAX SERVICE Reasonable Rates. Business, Individual 425-0160 bbox=[479, 1132, 587, 1159]
section-heading: 4-1 Personals bbox=[479, 37, 587, 51]
classified-ad: Have you checked the Household Service Directory and Buyer's Guide for the many fine services offered there? bbox=[595, 52, 704, 87]
classified-ad: MOTHER wishes to babysit for pre-schoolers. Your transportation. Cherry Hill, Venoy area. 721-3258 bbox=[362, 400, 471, 435]
classified-ad: MAPLE bedroom set, 3 piece. $75. Matching 4 piece cap. $100 after 7 p.m. 421-0316 bbox=[829, 1173, 938, 1199]
classified-ad: 27" RCA pole lamp, 6 pieces, 43" 21" RANGE, 4 burners. White, bottom drawer for storage, very good condition. Best offer over $150. 522-6731 bbox=[712, 557, 821, 601]
definition-2: 2. frigid; without heat bbox=[988, 1709, 1127, 1726]
ad-list bbox=[946, 53, 1055, 1069]
classified-ad: The Farmington Board of Education is accepting applications now for the position of Bus Driver. Must be able to obtain a Chauffeur's license and receive their school bus certification. Call John Greasheuver, Supervisor of Transportation 474-9091 bbox=[245, 691, 354, 769]
classified-ad: LADIES, earn $10 an hour, part time work. Party plan, free kit, no investment, free training, car and phone, over 21. For interview 398-2832 bbox=[245, 202, 354, 246]
classified-ad: 3-10 Education, Instruction bbox=[362, 906, 448, 916]
classified-ad: BLOND 5 piece dining set. Good condition. 427-5402 bbox=[595, 1435, 704, 1453]
classified-ad: RECOVERING pool tables. Slate, sets of all for sale 6½ ft. Expert workmanship. 533-8380 bbox=[479, 1067, 587, 1093]
classified-ad: KENDALLWOOD — Silver-gray Norwegian Elkhound puppy. Male, black collar with tags. Reward. 476-4918 bbox=[479, 239, 587, 274]
classified-ad: HOUSEWIVES! Supplement your husband's income and still remain a full time mother. Call Sarah Coventry jewelry, no investment, free kit. Car required. 427-8318 or between 1 p.m.-7 p.m. 427-7290 bbox=[245, 339, 354, 399]
classified-ad: FORMICA corner and step tables, fruitwood finish, $15 each. 453-9361 bbox=[829, 566, 938, 593]
classified-ad: HOUSEWIVES, earn extra money, work hours that fit your family schedule, no investment. 522-0071 bbox=[128, 1145, 237, 1180]
classified-ad: STENOGRAPHER Recent high school graduate considered, some shorthand desirable, personable, pleasant telephone personality must. Modern pleasant office, benefits. Southfield, 8 a.m.-5 p.m. 352-6530 bbox=[12, 518, 120, 587]
classified-ad: ATTENTION HOUSEWIVES Supplement family income with Bee Line Fashions. No necessary. Call for on interview today. 588-4298 838-1729 bbox=[128, 992, 237, 1035]
classified-ad: TIFFANY hanging lamps, reproductions, made to order. Many styles. 879 or 88. 638-6447 bbox=[595, 723, 704, 750]
classified-ad: DREAM JOB, no investment, no delivery. For interview appointment call Lyla Burns. 421-6626 bbox=[128, 1211, 237, 1246]
classified-ad: A CARLOAD of BEAUTIFUL 41" Console Pianos In Spanish, French, Italian $1050 Value at $775 HOURS 9-6, SUN. 1-5 GRAND BEECH PIANO 19357 Beech Daly Rd. at Grand River bbox=[946, 584, 1056, 636]
classified-ad: RECEPTIONIST-Clerk, experienced preferred. Plymouth area. Call 453-3700 bbox=[128, 101, 237, 127]
header-brand: OBSERVER NEWSPAPERS bbox=[767, 16, 945, 30]
classified-ad: 3-9 Situations Wanted, Male/Female bbox=[362, 841, 471, 859]
classified-ad: 4-1 Personals bbox=[362, 1581, 407, 1590]
classified-ad: PART TIME business. We are looking for people interested in an opportunity to manage their own business. Earn a minimum of $1000 a month, no experience necessary. No capital. Excellent retirement potential. Call after 7 p.m. for appointment. 433-3470 bbox=[245, 1086, 354, 1155]
classified-ad: BOOKKEEPER. Full charge, $150. Fee paid. Farmington. Towne Personnel West. 276-7250 bbox=[12, 805, 120, 831]
classified-ad: REAL ESTATE. Don't compete with part timers. See Art Dabb. Fred Dabb. 427-1810 bbox=[128, 1182, 237, 1209]
classified-ad: 4-9 Business Services bbox=[479, 1055, 551, 1065]
definition-list bbox=[988, 1688, 1143, 1748]
classified-ad: If You Want To Sell REAL ESTATE I want to talk to you If you like money—people, have a high school education—join our new team of Sales Counselors. Training, supervision, advertising program. Many other assists. CALL MR. TINHAM 474-2177 bbox=[245, 1015, 354, 1084]
classified-ad: 13 GALLON aquarium with light and stone. $3. Wedgwood bed complete $50. Patio porch table $20. 422-8168 bbox=[712, 318, 821, 353]
classified-ad: MRS. SHEA GIFTED SPIRITUAL READER & ADVISOR Helped Many Advice on all problems of life, love, business and health. Don't delay. Call 261-6565 32103 Plymouth Rd., Livonia Corner of Blackburn bbox=[362, 1629, 471, 1690]
classified-ad: CARPETING NEW INTERIOR DECORATOR CLOSED SHOWROOM MUST SACRIFICE NAME brand, 1st quality luxurious carpeting. At low as $2.87 a yard to $14.95 a yard. Shags, Plushes, Twists, Velvets. 30 yard min. TERRY'S DI 2-0463 bbox=[829, 413, 938, 482]
classified-ad: PERSONNEL CONSULTANTS Agency. Experienced only need apply. We have quality clients. This position is not for trainees. Call Judy Spencer For Appointment DIVERSIFIED PERSONNEL CONSULTING SERVICES 846-6780 Call Now — We Have 24 Hour Answering Service bbox=[245, 1157, 354, 1243]
